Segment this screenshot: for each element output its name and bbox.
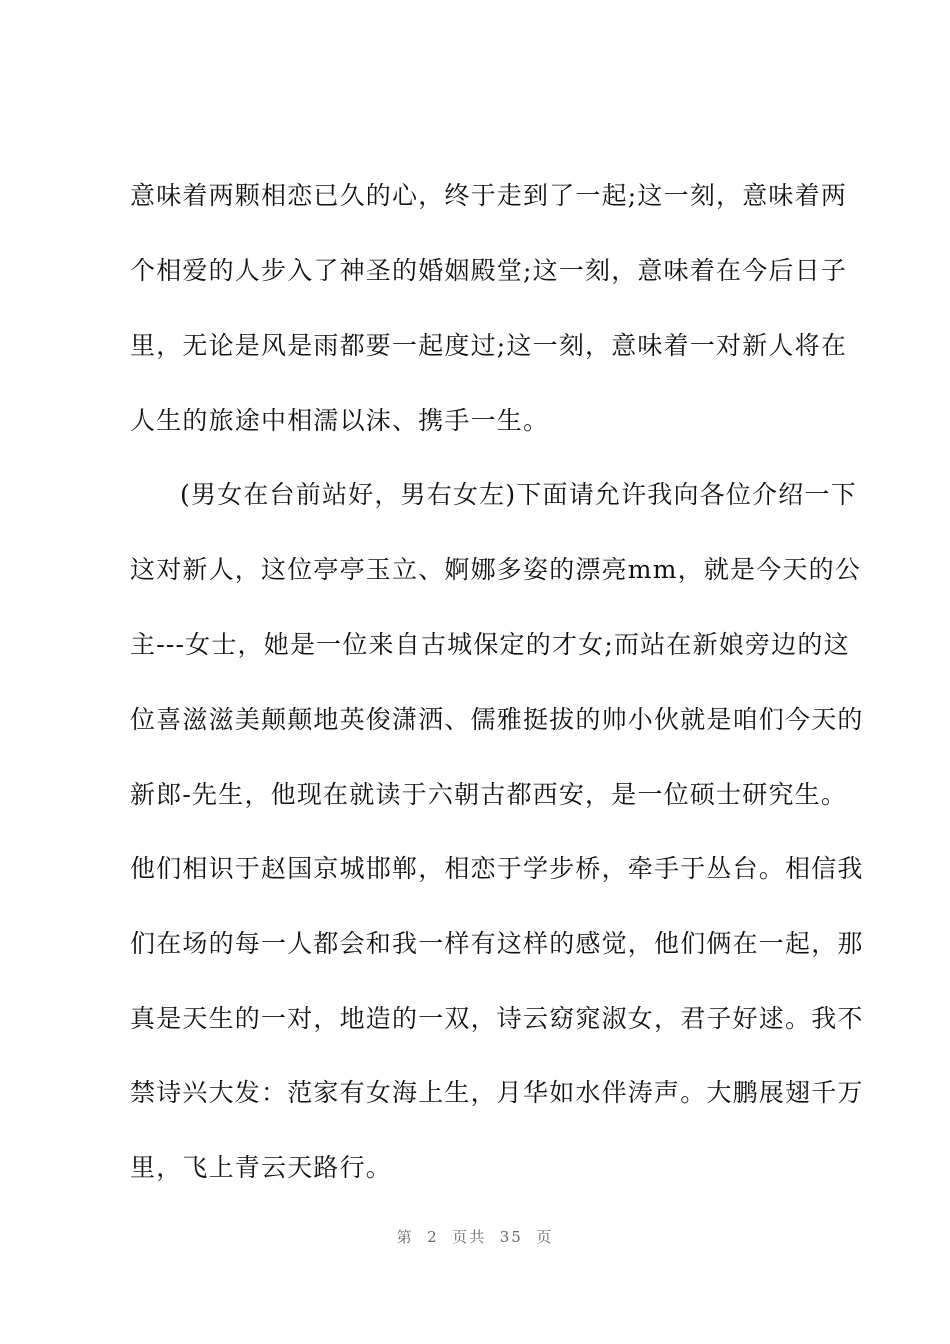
- text-line: 真是天生的一对，地造的一双，诗云窈窕淑女，君子好逑。我不: [130, 1004, 864, 1033]
- paragraph-first-line: (男女在台前站好，男右女左)下面请允许我向各位介绍一下: [180, 480, 857, 509]
- page-number-footer: 第 2 页共 35 页: [396, 1228, 554, 1246]
- text-line: 个相爱的人步入了神圣的婚姻殿堂;这一刻，意味着在今后日子: [130, 256, 848, 285]
- text-line: 人生的旅途中相濡以沫、携手一生。: [130, 406, 550, 435]
- text-line: 位喜滋滋美颠颠地英俊潇洒、儒雅挺拔的帅小伙就是咱们今天的: [130, 705, 864, 734]
- text-line: 这对新人，这位亭亭玉立、婀娜多姿的漂亮mm，就是今天的公: [130, 555, 862, 584]
- text-line: 他们相识于赵国京城邯郸，相恋于学步桥，牵手于丛台。相信我: [130, 854, 864, 883]
- text-line: 主---女士，她是一位来自古城保定的才女;而站在新娘旁边的这: [130, 630, 850, 659]
- text-line: 里，飞上青云天路行。: [130, 1153, 393, 1182]
- text-line: 里，无论是风是雨都要一起度过;这一刻，意味着一对新人将在: [130, 331, 848, 360]
- text-line: 意味着两颗相恋已久的心，终于走到了一起;这一刻，意味着两: [130, 181, 848, 210]
- text-line: 们在场的每一人都会和我一样有这样的感觉，他们俩在一起，那: [130, 929, 864, 958]
- text-line: 新郎-先生，他现在就读于六朝古都西安，是一位硕士研究生。: [130, 780, 848, 809]
- text-line: 禁诗兴大发：范家有女海上生，月华如水伴涛声。大鹏展翅千万: [130, 1078, 864, 1107]
